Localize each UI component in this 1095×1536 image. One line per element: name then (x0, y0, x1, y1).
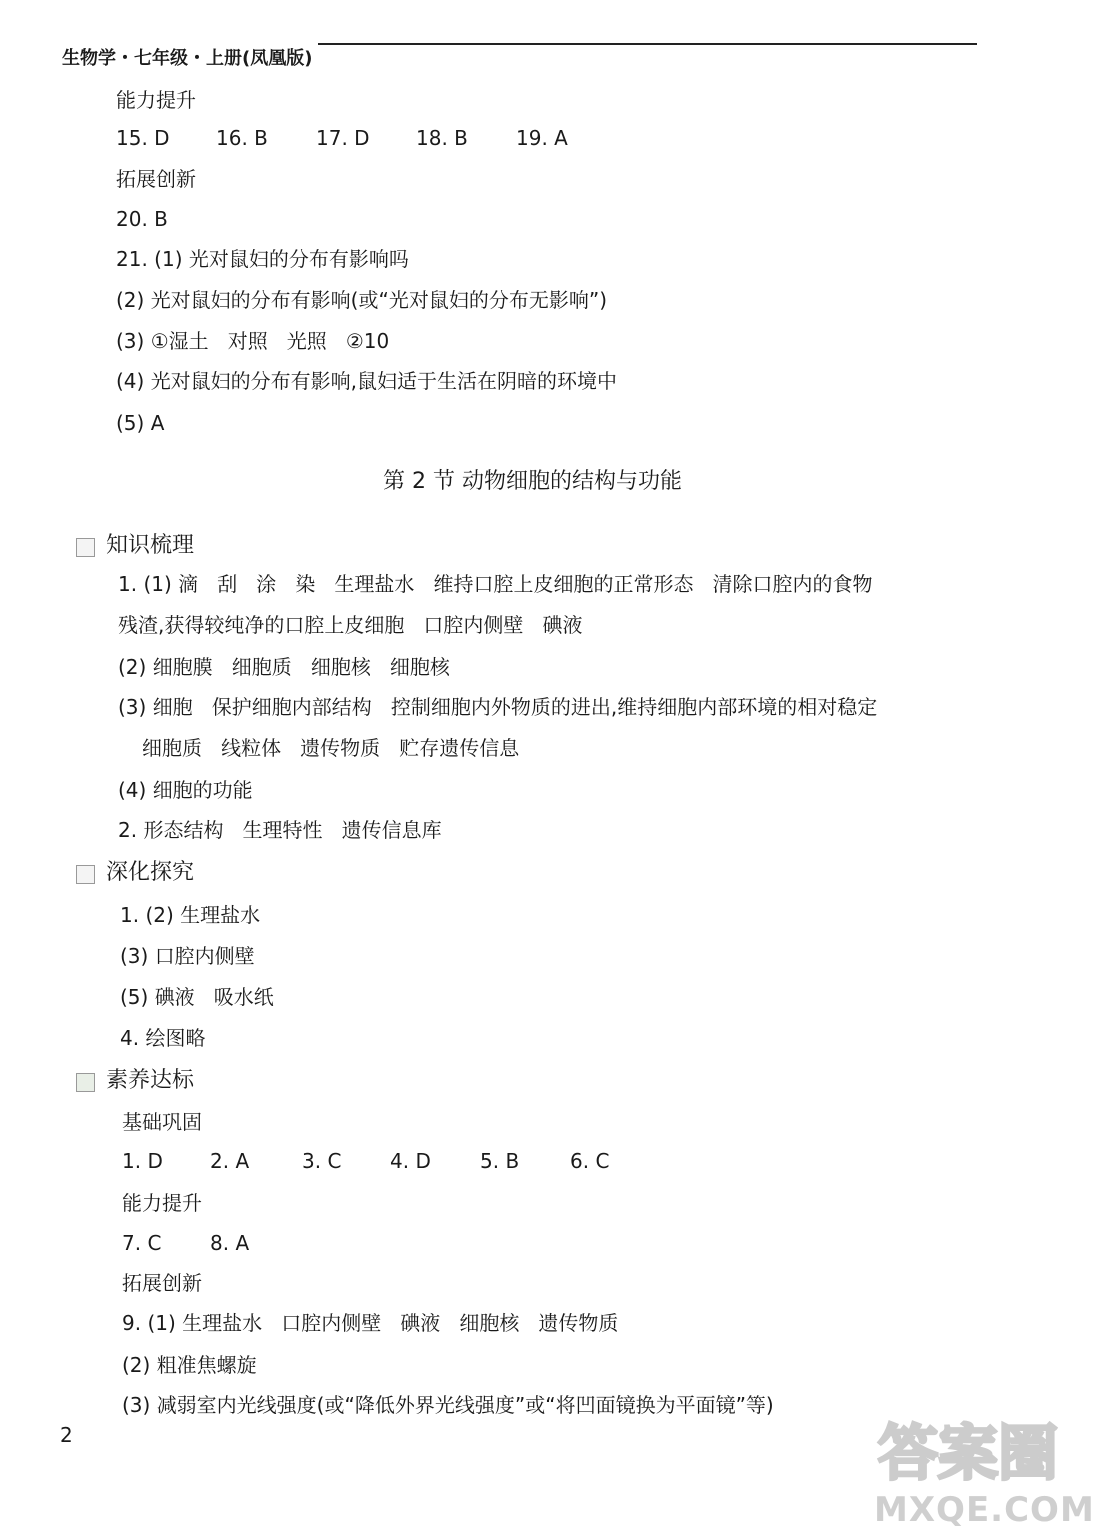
literacy-extend-label: 拓展创新 (122, 1271, 202, 1295)
explore-line-2: (3) 口腔内侧壁 (120, 944, 255, 968)
answer-3: 3. C (302, 1149, 342, 1173)
watermark-site: MXQE.COM (874, 1490, 1095, 1530)
knowledge-line-3: (2) 细胞膜 细胞质 细胞核 细胞核 (118, 655, 450, 679)
basic-label: 基础巩固 (122, 1110, 202, 1134)
section-title: 第 2 节 动物细胞的结构与功能 (383, 469, 682, 494)
literacy-heading-label: 素养达标 (106, 1068, 195, 1093)
answer-21-3: (3) ①湿土 对照 光照 ②10 (116, 329, 390, 353)
knowledge-line-5: 细胞质 线粒体 遗传物质 贮存遗传信息 (142, 736, 520, 760)
ability-answers (116, 125, 568, 151)
answer-21-2: (2) 光对鼠妇的分布有影响(或“光对鼠妇的分布无影响”) (116, 288, 608, 312)
knowledge-line-6: (4) 细胞的功能 (118, 778, 253, 802)
watermark-logo-icon (878, 1410, 1058, 1490)
knowledge-heading-label: 知识梳理 (106, 533, 195, 558)
page-number: 2 (60, 1423, 73, 1447)
running-header (62, 40, 977, 70)
answer-16: 16. B (216, 126, 268, 150)
knowledge-line-2: 残渣,获得较纯净的口腔上皮细胞 口腔内侧壁 碘液 (118, 613, 583, 637)
answer-21-4: (4) 光对鼠妇的分布有影响,鼠妇适于生活在阴暗的环境中 (116, 369, 618, 393)
literacy-ability-label: 能力提升 (122, 1191, 202, 1215)
answer-4: 4. D (390, 1149, 431, 1173)
answer-9-3: (3) 减弱室内光线强度(或“降低外界光线强度”或“将凹面镜换为平面镜”等) (122, 1393, 774, 1417)
watermark (872, 1408, 1095, 1533)
answer-2: 2. A (210, 1149, 250, 1173)
answer-9-1: 9. (1) 生理盐水 口腔内侧壁 碘液 细胞核 遗传物质 (122, 1311, 619, 1335)
answer-19: 19. A (516, 126, 568, 150)
header-title: 生物学・七年级・上册(凤凰版) (62, 48, 313, 69)
answer-8: 8. A (210, 1231, 250, 1255)
knowledge-line-4: (3) 细胞 保护细胞内部结构 控制细胞内外物质的进出,维持细胞内部环境的相对稳定 (118, 695, 878, 719)
checkbox-square-icon (76, 865, 95, 884)
checkbox-square-icon (76, 538, 95, 557)
explore-line-1: 1. (2) 生理盐水 (120, 903, 261, 927)
explore-line-4: 4. 绘图略 (120, 1026, 206, 1050)
explore-heading-label: 深化探究 (106, 860, 195, 885)
header-rule (318, 43, 977, 45)
answer-15: 15. D (116, 126, 170, 150)
answer-20: 20. B (116, 207, 168, 231)
answer-17: 17. D (316, 126, 370, 150)
ability-label: 能力提升 (116, 88, 196, 112)
answer-1: 1. D (122, 1149, 163, 1173)
watermark-logo-text: 答案圈 (878, 1419, 1058, 1489)
checkbox-square-icon (76, 1073, 95, 1092)
answer-21-5: (5) A (116, 411, 165, 435)
answer-5: 5. B (480, 1149, 520, 1173)
answer-21-1: 21. (1) 光对鼠妇的分布有影响吗 (116, 247, 409, 271)
answer-9-2: (2) 粗准焦螺旋 (122, 1353, 257, 1377)
knowledge-line-1: 1. (1) 滴 刮 涂 染 生理盐水 维持口腔上皮细胞的正常形态 清除口腔内的食物 (118, 572, 873, 596)
answer-6: 6. C (570, 1149, 610, 1173)
knowledge-line-7: 2. 形态结构 生理特性 遗传信息库 (118, 818, 442, 842)
answer-18: 18. B (416, 126, 468, 150)
explore-line-3: (5) 碘液 吸水纸 (120, 985, 274, 1009)
extend-label: 拓展创新 (116, 167, 196, 191)
literacy-ability-answers (122, 1230, 249, 1256)
basic-answers (122, 1148, 609, 1174)
answer-7: 7. C (122, 1231, 162, 1255)
